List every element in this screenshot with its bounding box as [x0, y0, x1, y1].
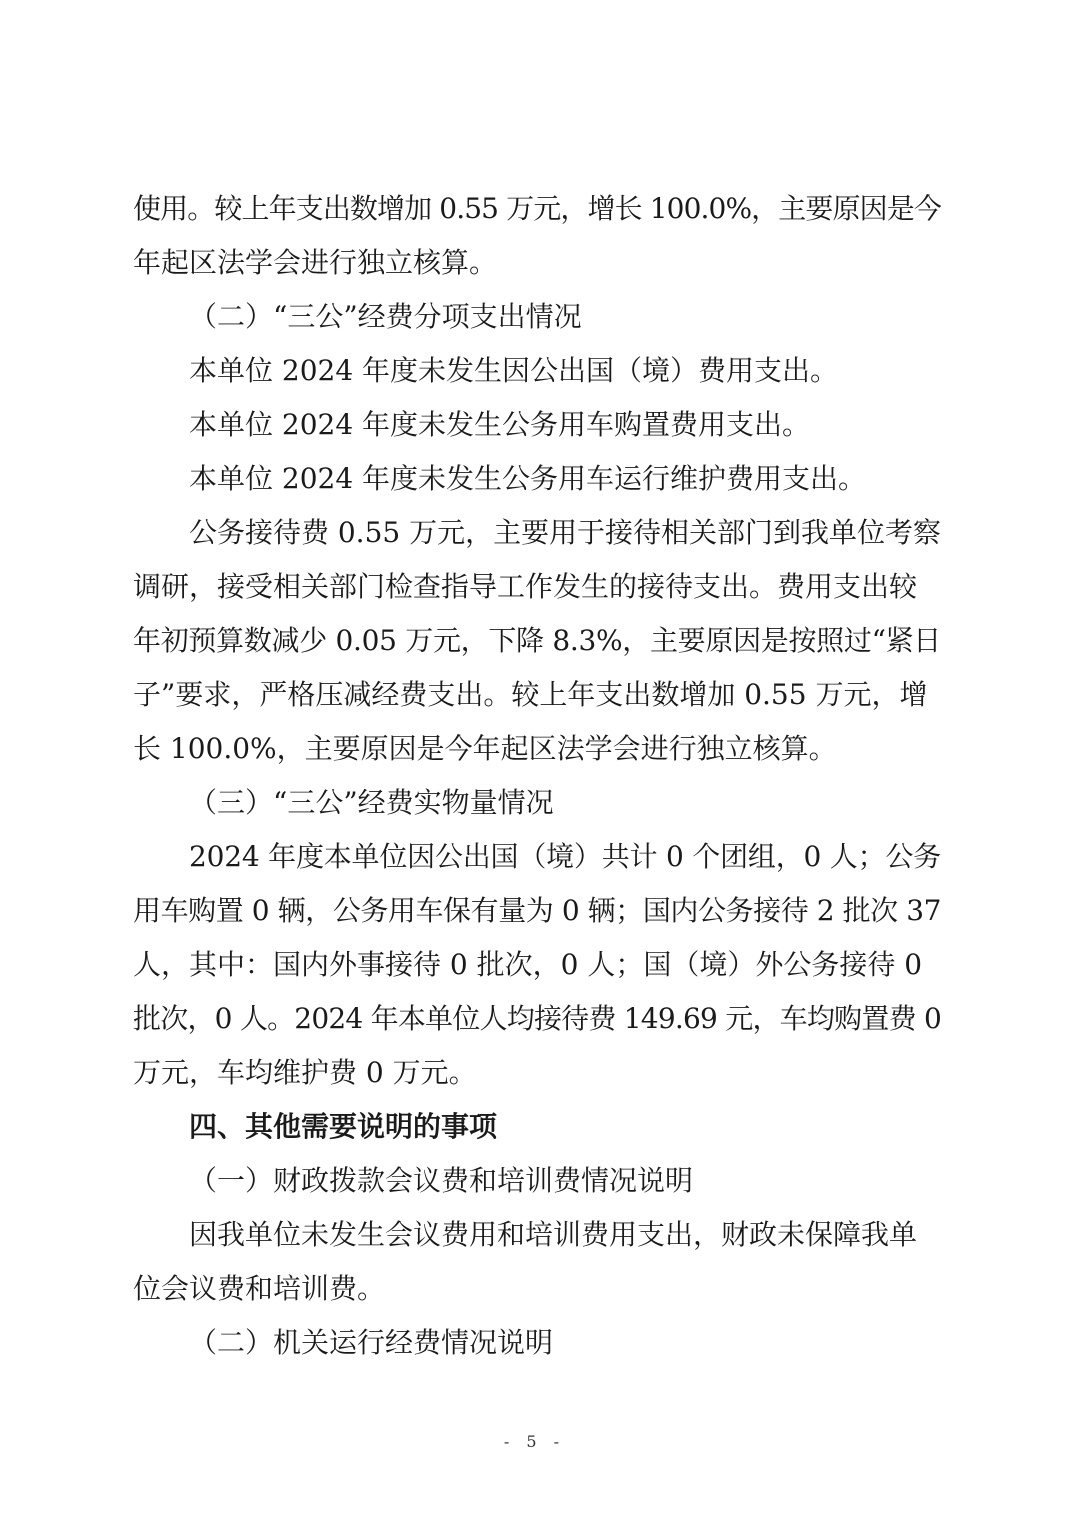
paragraph-line [133, 668, 941, 722]
paragraph-line [133, 884, 941, 938]
paragraph-line [133, 614, 941, 668]
heading-text: （一）财政拨款会议费和培训费情况说明 [189, 1164, 694, 1197]
heading-text: 四、其他需要说明的事项 [189, 1110, 498, 1143]
line-text: 调研，接受相关部门检查指导工作发生的接待支出。费用支出较 [133, 570, 918, 603]
paragraph-line [133, 722, 941, 776]
section-heading [133, 1316, 941, 1370]
line-text: 用车购置 0 辆，公务用车保有量为 0 辆；国内公务接待 2 批次 37 [133, 894, 941, 927]
line-text: 位会议费和培训费。 [133, 1272, 386, 1305]
paragraph-line [133, 1046, 941, 1100]
paragraph-line [133, 182, 941, 236]
line-text: 2024 年度本单位因公出国（境）共计 0 个团组，0 人；公务 [189, 840, 941, 873]
page-number: - 5 - [503, 1432, 566, 1451]
section-heading [133, 776, 941, 830]
paragraph-line [133, 236, 941, 290]
line-text: 年起区法学会进行独立核算。 [133, 246, 498, 279]
line-text: 人，其中：国内外事接待 0 批次，0 人；国（境）外公务接待 0 [133, 948, 923, 981]
section-heading [133, 290, 941, 344]
line-text: 使用。较上年支出数增加 0.55 万元，增长 100.0%，主要原因是今 [133, 192, 941, 225]
paragraph-line [133, 1262, 941, 1316]
line-text: 万元，车均维护费 0 万元。 [133, 1056, 477, 1089]
paragraph-line [133, 506, 941, 560]
line-text: 长 100.0%，主要原因是今年起区法学会进行独立核算。 [133, 732, 837, 765]
line-text: 子”要求，严格压减经费支出。较上年支出数增加 0.55 万元，增 [133, 678, 928, 711]
paragraph-line [133, 452, 941, 506]
paragraph-line [133, 938, 941, 992]
line-text: 批次，0 人。2024 年本单位人均接待费 149.69 元，车均购置费 0 [133, 1002, 941, 1035]
line-text: 本单位 2024 年度未发生公务用车购置费用支出。 [189, 408, 811, 441]
line-text: 因我单位未发生会议费用和培训费用支出，财政未保障我单 [189, 1218, 918, 1251]
paragraph-line [133, 398, 941, 452]
line-text: 本单位 2024 年度未发生公务用车运行维护费用支出。 [189, 462, 867, 495]
line-text: 公务接待费 0.55 万元，主要用于接待相关部门到我单位考察 [189, 516, 941, 549]
document-body [133, 182, 941, 1370]
heading-text: （二）“三公”经费分项支出情况 [189, 300, 582, 333]
line-text: 本单位 2024 年度未发生因公出国（境）费用支出。 [189, 354, 839, 387]
chapter-heading [133, 1100, 941, 1154]
line-text: 年初预算数减少 0.05 万元，下降 8.3%，主要原因是按照过“紧日 [133, 624, 941, 657]
paragraph-line [133, 344, 941, 398]
paragraph-line [133, 560, 941, 614]
paragraph-line [133, 830, 941, 884]
paragraph-line [133, 992, 941, 1046]
heading-text: （二）机关运行经费情况说明 [189, 1326, 554, 1359]
section-heading [133, 1154, 941, 1208]
paragraph-line [133, 1208, 941, 1262]
heading-text: （三）“三公”经费实物量情况 [189, 786, 554, 819]
